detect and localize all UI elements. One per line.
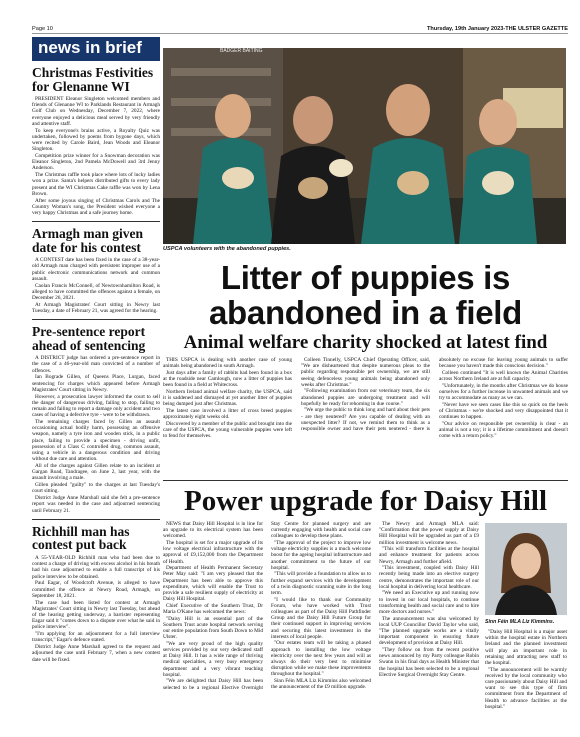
brief-paragraph: All of the charges against Gillen relate to an incident at Gargan Road, Tandragee, on June 2, last year, with the assault involving a male. — [32, 463, 160, 482]
article-paragraph: Colleen continued "It is well known the Animal Charities across Northern Ireland are at full capacity. — [439, 369, 568, 382]
daisy-hill-article-continuation — [485, 629, 567, 731]
brief-headline: Pre-sentence report ahead of sentencing — [32, 324, 146, 353]
article-paragraph: "Daisy Hill Hospital is a major asset within the hospital estate in Northern Ireland and the planned investment will play an important role in retaining and attracting new staff to the hospital. — [485, 629, 567, 667]
article-paragraph: NEWS that Daisy Hill Hospital is in line for an upgrade to its electrical system has been welcomed. — [163, 521, 263, 540]
article-paragraph: The Newry and Armagh MLA said: "Confirmation that the power supply at Daisy Hill Hospital will be upgraded as part of a £9 million investment is welcome news. — [379, 521, 479, 546]
brief-headline: Armagh man given date for his contest — [32, 226, 143, 255]
article-paragraph: "I would like to thank our Community Forum, who have worked with Trust colleagues as part of the Daisy Hill Pathfinder Group and the Daisy Hill Future Group for their continued support in improving services and securing this latest investment in the interests of local people. — [271, 596, 371, 640]
brief-paragraph: The Christmas raffle took place where lots of lucky ladies won a prize. Santa's helpers distributed gifts to every lady present and the WI Christmas Cake raffle was won by Lena Brown. — [32, 172, 160, 197]
brief-paragraph: After some joyous singing of Christmas Carols and The Country Woman's song, the President wished everyone a very happy Christmas and a safe journey home. — [32, 197, 160, 217]
portrait-image — [485, 523, 567, 615]
brief-paragraph: "I'm applying for an adjournment for a full interview transcript," Eagar's defence stated. — [32, 631, 160, 644]
article-paragraph: The hospital is set for a major upgrade of its low voltage electrical infrastructure with the approval of £9,152,000 from the Department of Health. — [163, 540, 263, 565]
publication-date-line: Thursday, 19th January 2023-THE ULSTER GAZETTE — [426, 25, 568, 32]
brief-paragraph: Caolan Francis McConnell, of Newtownhamilton Road, is alleged to have committed the offences against a female, on December 26, 2021. — [32, 282, 160, 302]
brief-paragraph: PRESIDENT Eleanor Singleton welcomed members and friends of Glenanne WI to Parklands Restaurant in Armagh Golf Club on Wednesday, December 7, 2022, where everyone enjoyed a delicious meal served by very friendly and attentive staff. — [32, 96, 160, 127]
article-paragraph: The latest case involved a litter of cross breed puppies approximately eight weeks old. — [163, 407, 292, 420]
brief-paragraph: Ian Bograde Gillen, of Queens Place, Lurgan, faced sentencing for charges which appeared before Armagh Magistrates' Court sitting in Newry. — [32, 374, 160, 393]
photo-caption: USPCA volunteers with the abandoned puppies. — [163, 246, 291, 252]
brief-paragraph: Gillen pleaded "guilty" to the charges at last Tuesday's court sitting. — [32, 482, 160, 495]
puppies-subheadline: Animal welfare charity shocked at latest find — [183, 332, 548, 353]
daisy-hill-article-body — [163, 521, 479, 731]
article-paragraph: "Our advice on responsible pet ownership is clear - an animal is not a toy; it is a lifetime commitment and doesn't come with a return policy." — [439, 420, 568, 439]
brief-paragraph: A CONTEST date has been fixed in the case of a 38-year-old Armagh man charged with persistent improper use of a public electronic communications network and common assault. — [32, 257, 160, 282]
liz-kimmins-portrait — [485, 523, 567, 615]
article-paragraph: "Unfortunately, in the months after Christmas we do house ourselves for a further increase in unwanted animals and we try to accommodate as many as we can. — [439, 382, 568, 401]
article-paragraph: THIS USPCA is dealing with another case of young animals being abandoned in south Armagh. — [163, 357, 292, 370]
article-paragraph: "We are delighted that Daisy Hill has been selected to be a regional Elective Overnight Stay Centre for planned surgery and are currently engaging with health and social care colleagues to develop these plans. — [163, 521, 371, 691]
article-paragraph: "Never have we seen cases like this so quick on the heels of Christmas - we're shocked and very disappointed that it continues to happen. — [439, 401, 568, 420]
brief-body — [32, 96, 160, 216]
brief-paragraph: District Judge Anne Marshall said she felt a pre-sentence report was needed in the case and adjourned sentencing until February 21. — [32, 495, 160, 514]
article-paragraph: Northern Ireland animal welfare charity, the USPCA, said it is saddened and dismayed at yet another litter of puppies being dumped just after Christmas. — [163, 388, 292, 408]
brief-paragraph: A DISTRICT judge has ordered a pre-sentence report in the case of a 46-year-old man convicted of a number of offences. — [32, 355, 160, 374]
article-paragraph: "We urge the public to think long and hard about their pets - are they neutered? Are you capable of dealing with an unexpected litter? If not, we remind them to think as a responsible owner and have their pets neutered - there is absolutely no excuse for leaving young animals to suffer because you haven't made this conscious decision." — [301, 357, 568, 433]
brief-divider — [32, 221, 160, 222]
article-paragraph: Just days after a family of rabbits had been found in a box at the roadside near Camlough, now a litter of puppies has been found in a field at Whitecross. — [163, 369, 292, 389]
article-paragraph: "Our estates team will be taking a phased approach to installing the low voltage electricity over the next few years and will as always do their very best to minimise disruption while we make these improvements throughout the hospital." — [271, 640, 371, 678]
article-paragraph: "Daisy Hill is an essential part of the Southern Trust acute hospital network serving our entire population from South Down to Mid Ulster. — [163, 615, 263, 641]
portrait-caption: Sinn Féin MLA Liz Kimmins. — [485, 619, 555, 625]
brief-paragraph: Competition prize winner for a Snowman decoration was Eleanor Singleton, 2nd Pamela McDowell and 3rd Jenny Anderson. — [32, 153, 160, 172]
news-in-brief-column — [32, 37, 160, 731]
photo-credit: BADGER BAITING — [220, 48, 263, 54]
brief-divider — [32, 319, 160, 320]
article-paragraph: Chief Executive of the Southern Trust, Dr Maria O'Kane has welcomed the news: — [163, 602, 263, 616]
article-paragraph: Colleen Tinnelly, USPCA Chief Operating Officer, said, "We are disheartened that despite numerous pleas to the public regarding responsible pet ownership, we are still seeing defenceless young animals being abandoned only weeks after Christmas." — [301, 357, 430, 388]
volunteers-with-puppies-image — [163, 48, 566, 244]
brief-paragraph: A 55-YEAR-OLD Richhill man who had been due to contest a charge of driving with excess alcohol in his breath had his case adjourned to enable a full transcript of his police interview to be obtained. — [32, 554, 160, 580]
brief-headline: Richhill man has contest put back — [32, 523, 130, 553]
brief-divider — [32, 519, 160, 520]
section-divider — [163, 480, 568, 481]
brief-paragraph: At Armagh Magistrates' Court sitting in Newry last Tuesday, a date of February 21, was agreed for the hearing. — [32, 301, 160, 315]
article-paragraph: "Following examination from our veterinary team, the six abandoned puppies are undergoing treatment and will hopefully be ready for rehoming in due course." — [301, 388, 430, 407]
brief-body — [32, 555, 160, 663]
brief-paragraph: The case had been listed for contest at Armagh Magistrates' Court sitting in Newry last Tuesday, but ahead of the hearing getting underway, a barrister representing Eagar said it "comes down to a dispute over what he said in police interview". — [32, 599, 160, 631]
brief-paragraph: Paul Eagar, of Woodcroft Avenue, is alleged to have committed the offence at Newry Road, Armagh, on September 18, 2021. — [32, 580, 160, 599]
puppies-headline: Litter of puppies is abandoned in a field — [208, 259, 523, 331]
article-paragraph: "The announcement will be warmly received by the local community who care passionately about Daisy Hill and want to see this type of firm commitment from the Department of Health to advance facilities at the hospital." — [485, 666, 567, 710]
article-paragraph: "This will transform facilities at the hospital and enhance treatment for patients across Newry, Armagh and further afield. — [379, 546, 479, 565]
article-paragraph: Discovered by a member of the public and brought into the care of the USPCA, the young vulnerable puppies were left to fend for themselves. — [163, 420, 292, 439]
news-in-brief-banner: news in brief — [32, 37, 160, 61]
daisy-hill-headline: Power upgrade for Daisy Hill — [183, 485, 548, 517]
article-paragraph: Department of Health Permanent Secretary Peter May said: "I am very pleased that the Department has been able to approve this expenditure, which will enable the Trust to provide a safe resilient supply of electricity at Daisy Hill Hospital. — [163, 565, 263, 603]
article-paragraph: The announcement was also welcomed by local UUP Councillor David Taylor who said, "The planned upgrade works are a vitally important component in ensuring future development of provision at Daisy Hill. — [379, 615, 479, 647]
brief-paragraph: To keep everyone's brains active, a Royalty Quiz was undertaken, followed by poems from bygone days, which were recited by Carole Baird, Jean Woods and Eleanor Singleton. — [32, 127, 160, 153]
puppies-photo — [163, 48, 566, 244]
brief-headline: Christmas Festivities for Glenanne WI — [32, 65, 154, 94]
article-paragraph: "This will provide a foundation to allow us to further expand services with the development of a twin diagnostic scanning suite in the long term. — [271, 571, 371, 597]
brief-paragraph: The remaining charges faced by Gillen an assault occasioning actual bodily harm, possessing an offensive weapon, namely a tyre iron and wooden stick, in a public place, failing to provide a specimen - driving unfit, possession of a Class C controlled drug, common assault, using a vehicle in a dangerous condition and driving without due care and attention. — [32, 419, 160, 463]
puppies-article-body — [163, 357, 568, 475]
brief-body — [32, 257, 160, 314]
article-paragraph: "They follow on from the recent positive news announced by my Party colleague Robin Swann in his final days as Health Minister that the hospital has been selected to be a regional Elective Surgical Overnight Stay Centre. — [379, 647, 479, 678]
article-paragraph: Sinn Féin MLA Liz Kimmins also welcomed the announcement of the £9 million upgrade. — [271, 678, 371, 691]
article-paragraph: "This investment, coupled with Daisy Hill recently being made into an elective surgery centre, demonstrates the important role of our local hospital in delivering local healthcare. — [379, 565, 479, 590]
brief-paragraph: However, a prosecution lawyer informed the court to sell the danger of dangerous driving, failing to stop, failing to remain and failing to report a damage only accident and two cases of having a defective tyre - were to be withdrawn. — [32, 393, 160, 419]
article-paragraph: "We need an Executive up and running now to invest in our local hospitals, to continue transforming health and social care and to hire more doctors and nurses." — [379, 590, 479, 616]
brief-paragraph: District Judge Anne Marshall agreed to the request and adjourned the case until February 7, when a new contest date will be fixed. — [32, 644, 160, 663]
page-header — [32, 24, 568, 34]
article-paragraph: "We are very proud of the high quality services provided by our very dedicated staff at Daisy Hill. It has a wide range of thriving medical specialties, a very busy emergency department and a very vibrant teaching hospital. — [163, 640, 263, 678]
page-number: Page 10 — [32, 25, 53, 32]
article-paragraph: "The approval of the project to improve low voltage electricity supplies is a much welcome boost for the ageing hospital infrastructure and another commitment to the future of our hospital. — [271, 540, 371, 571]
brief-body — [32, 355, 160, 514]
